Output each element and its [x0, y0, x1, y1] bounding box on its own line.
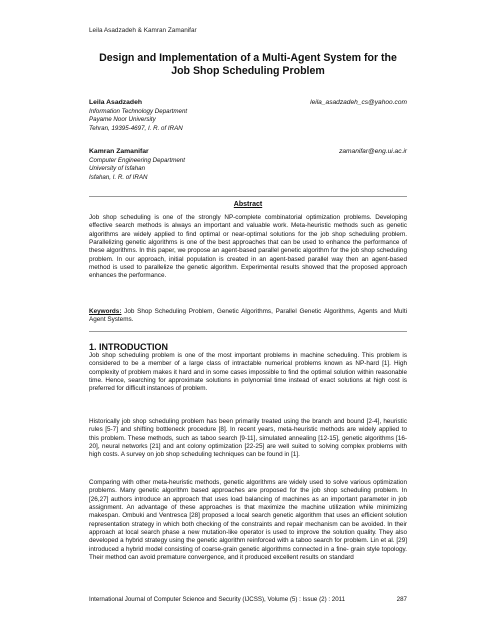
paper-title: Design and Implementation of a Multi-Agent System for the Job Shop Scheduling Problem — [99, 52, 397, 77]
keywords-text: Job Shop Scheduling Problem, Genetic Algorithms, Parallel Genetic Algorithms, Agents and Multi Agent Systems. — [89, 308, 407, 324]
running-head: Leila Asadzadeh & Kamran Zamanifar — [89, 27, 197, 34]
abstract-heading: Abstract — [233, 201, 263, 208]
author-block-2 — [89, 148, 407, 182]
abstract-text: Job shop scheduling is one of the strongly NP-complete combinatorial optimization problems. Developing effective search methods is always an important and valuable work. Meta-heuristic methods such as genetic algorithms are widely applied to find optimal or near-optimal solutions for the job shop scheduling problem. Parallelizing genetic algorithms is one of the best approaches that can be used to enhance the performance of these algorithms. In this paper, we propose an agent-based parallel genetic algorithm for the job shop scheduling problem. In our approach, initial population is created in an agent-based parallel way then an agent-based method is used to parallelize the genetic algorithm. Experimental results showed that the proposed approach enhances the performance. — [89, 214, 407, 280]
page-footer — [89, 596, 407, 603]
author-affiliation-line: Isfahan, I. R. of IRAN — [89, 173, 148, 181]
section-heading: 1. INTRODUCTION — [89, 342, 169, 352]
page-number: 287 — [396, 596, 407, 603]
author-affiliation-line: Tehran, 19395-4697, I. R. of IRAN — [89, 124, 183, 132]
divider — [89, 331, 407, 332]
intro-paragraph-3: Comparing with other meta-heuristic methods, genetic algorithms are widely used to solve various optimization problems. Many genetic algorithm based approaches are proposed for the job shop scheduling problem. In [26,27] authors introduce an approach that uses load balancing of machines as an important parameter in job assignment. An advantage of these approaches is that maximize the machine utilization while minimizing makespan. Ombuki and Ventresca [28] proposed a local search genetic algorithm that uses an efficient solution representation strategy in which both checking of the constraints and repair mechanism can be avoided. In their approach at local search phase a new mutation-like operator is used to improve the solution quality. They also developed a hybrid strategy using the genetic algorithm reinforced with a taboo search for problem. Lin et al. [29] introduced a hybrid model consisting of coarse-grain genetic algorithms connected in a fine- grain style topology. Their method can avoid premature convergence, and it produced excellent results on standard — [89, 479, 407, 562]
author-affiliation-line: Information Technology Department — [89, 108, 188, 115]
divider — [89, 196, 407, 197]
intro-paragraph-1: Job shop scheduling problem is one of the most important problems in machine scheduling. This problem is considered to be a member of a large class of intractable numerical problems known as NP-hard [1]. High complexity of problem makes it hard and in some cases impossible to find the optimal solution within reasonable time. Hence, searching for approximate solutions in polynomial time instead of exact solutions at high cost is preferred for difficult instances of problem. — [89, 352, 407, 393]
keywords — [89, 308, 407, 325]
author-name: Leila Asadzadeh — [89, 99, 143, 106]
keywords-label: Keywords: — [89, 308, 122, 315]
footer-journal: International Journal of Computer Science and Security (IJCSS), Volume (5) : Issue (2) : 2011 — [89, 596, 346, 603]
author-email[interactable]: zamanifar@eng.ui.ac.ir — [339, 148, 407, 155]
author-name: Kamran Zamanifar — [89, 148, 149, 155]
author-block-1 — [89, 99, 407, 133]
author-affiliation-line: Payame Noor University — [89, 116, 156, 124]
author-email[interactable]: leila_asadzadeh_cs@yahoo.com — [310, 99, 407, 106]
author-affiliation-line: University of Isfahan — [89, 165, 146, 173]
intro-paragraph-2: Historically job shop scheduling problem has been primarily treated using the branch and bound [2-4], heuristic rules [5-7] and shifting bottleneck procedure [8]. In recent years, meta-heuristic methods are widely applied to this problem. These methods, such as taboo search [9-11], simulated annealing [12-15], genetic algorithms [16-20], neural networks [21] and ant colony optimization [22-25] are well suited to solving complex problems with high costs. A survey on job shop scheduling techniques can be found in [1]. — [89, 418, 407, 459]
author-affiliation-line: Computer Engineering Department — [89, 157, 185, 164]
